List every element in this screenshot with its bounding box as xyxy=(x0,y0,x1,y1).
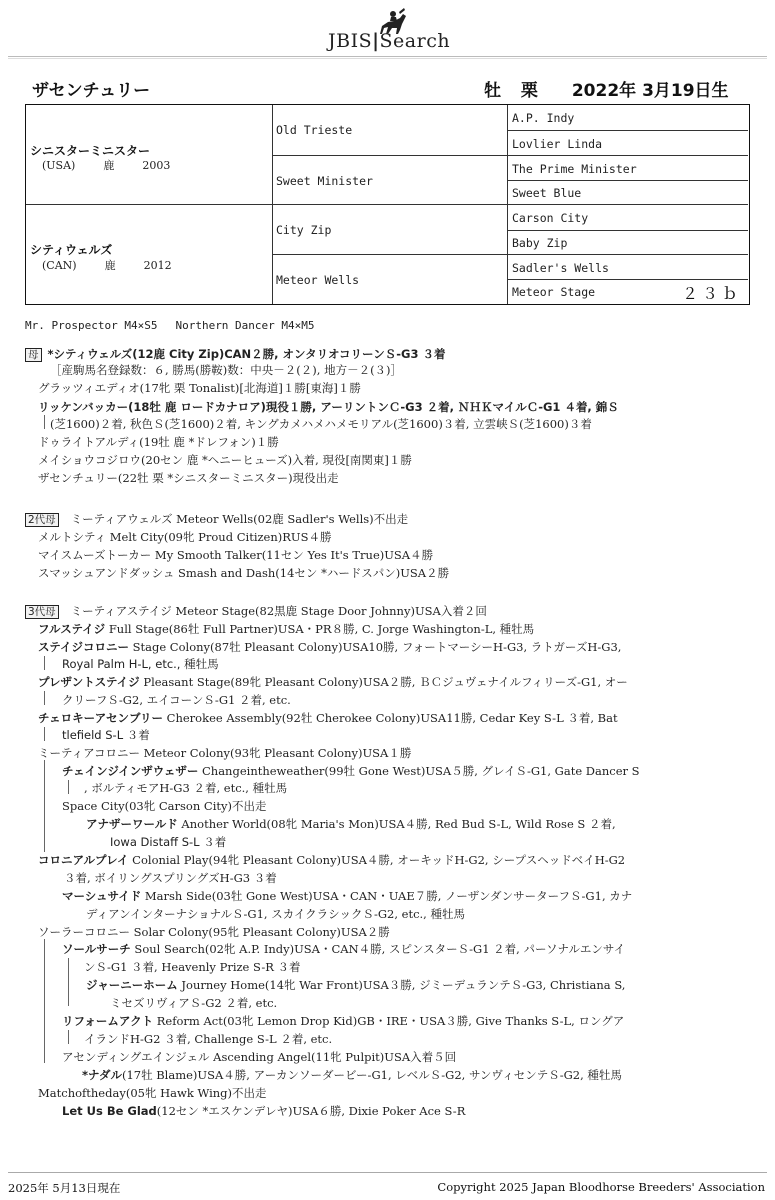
sire-name[interactable]: シニスターミニスター xyxy=(30,144,151,158)
pedigree-table xyxy=(25,104,750,305)
gen3-line[interactable]: Matchoftheday(05牝 Hawk Wing)不出走 xyxy=(38,1086,267,1100)
gen3-line[interactable]: ソーラーコロニー Solar Colony(95牝 Pleasant Colony)USA２勝 xyxy=(38,925,390,939)
pedigree-ssd-cell[interactable] xyxy=(508,131,748,156)
as-of-date: 2025年 5月13日現在 xyxy=(8,1181,121,1195)
dam-tag: 母 xyxy=(25,348,42,362)
gen3-line[interactable]: チェロキーアセンブリー Cherokee Assembly(92牡 Cherokee Colony)USA11勝, Cedar Key S-L ３着, Bat xyxy=(38,711,618,725)
gen3-line[interactable]: チェインジインザウェザー Changeintheweather(99牡 Gone West)USA５勝, グレイＳ-G1, Gate Dancer S xyxy=(62,764,640,778)
gen3-line[interactable]: アセンディングエインジェル Ascending Angel(11牝 Pulpit)USA入着５回 xyxy=(62,1050,457,1064)
pedigree-ds-cell[interactable] xyxy=(273,205,508,255)
gen3-line[interactable]: *ナダル(17牡 Blame)USA４勝, アーカンソーダービー-G1, レベルＳ-G2, サンヴィセンテＳ-G2, 種牡馬 xyxy=(82,1068,622,1082)
pedigree-sds-cell[interactable] xyxy=(508,156,748,181)
dam-info: (CAN) 鹿 2012 xyxy=(42,259,172,272)
gen3-line: ３着, ボイリングスプリングズH-G3 ３着 xyxy=(64,871,277,885)
dam-line[interactable]: メイショウコジロウ(20セン 鹿 *ヘニーヒューズ)入着, 現役[南関東]１勝 xyxy=(38,453,412,467)
gen3-line[interactable]: アナザーワールド Another World(08牝 Maria's Mon)USA４勝, Red Bud S-L, Wild Rose S ２着, xyxy=(86,817,616,831)
dsd-name[interactable]: Baby Zip xyxy=(512,236,568,250)
pedigree-sd-cell[interactable] xyxy=(273,156,508,205)
sss-name[interactable]: A.P. Indy xyxy=(512,111,575,125)
gen3-line: ンＳ-G1 ３着, Heavenly Prize S-R ３着 xyxy=(84,960,301,974)
gen3-line[interactable]: リフォームアクト Reform Act(03牝 Lemon Drop Kid)GB・IRE・USA３勝, Give Thanks S-L, ロングア xyxy=(62,1014,625,1028)
horse-birth: 2022年 3月19日生 xyxy=(571,81,729,101)
gen2-tag: 2代母 xyxy=(25,513,59,527)
gen3-line: , ボルティモアH-G3 ２着, etc., 種牡馬 xyxy=(84,781,288,795)
gen3-line[interactable]: Space City(03牝 Carson City)不出走 xyxy=(62,799,267,813)
pedigree-sss-cell[interactable] xyxy=(508,105,748,131)
indent-bar xyxy=(44,656,45,670)
sds-name[interactable]: The Prime Minister xyxy=(512,162,637,176)
indent-bar xyxy=(44,415,45,429)
inbreeding-item: Mr. Prospector M4×S5 xyxy=(25,319,158,332)
inbreeding-item: Northern Dancer M4×M5 xyxy=(175,319,315,332)
horse-name: ザセンチュリー xyxy=(32,81,151,101)
gen3-line[interactable]: ソールサーチ Soul Search(02牝 A.P. Indy)USA・CAN４勝, スピンスターＳ-G1 ２着, パーソナルエンサイ xyxy=(62,942,626,956)
gen2-line[interactable]: スマッシュアンドダッシュ Smash and Dash(14セン *ハードスパン)USA２勝 xyxy=(38,566,450,580)
page-header xyxy=(0,0,775,58)
pedigree-dd-cell[interactable] xyxy=(273,255,508,304)
pedigree-dds-cell[interactable] xyxy=(508,255,748,280)
copyright: Copyright 2025 Japan Bloodhorse Breeders' Association xyxy=(437,1180,765,1194)
pedigree-ddd-cell[interactable] xyxy=(508,280,748,304)
gen3-line: ディアンインターナショナルＳ-G1, スカイクラシックＳ-G2, etc., 種牡馬 xyxy=(86,907,465,921)
dam-line: 母 *シティウェルズ(12鹿 City Zip)CAN２勝, オンタリオコリーンＳ-G3 ３着 xyxy=(25,347,446,362)
gen2-line: 2代母 ミーティアウェルズ Meteor Wells(02鹿 Sadler's Wells)不出走 xyxy=(25,512,408,527)
gen3-line[interactable]: マーシュサイド Marsh Side(03牡 Gone West)USA・CAN・UAE７勝, ノーザンダンサーターフＳ-G1, カナ xyxy=(62,889,633,903)
header-divider xyxy=(8,56,767,57)
family-number: ２３ｂ xyxy=(681,284,742,303)
pedigree-dsd-cell[interactable] xyxy=(508,231,748,255)
indent-bar xyxy=(44,939,45,1063)
gen3-line[interactable]: ミーティアコロニー Meteor Colony(93牝 Pleasant Colony)USA１勝 xyxy=(38,746,412,760)
horse-meta xyxy=(484,76,743,101)
dam-line: ［産駒馬名登録数：６, 勝馬(勝鞍)数：中央－２(２), 地方－２(３)］ xyxy=(50,363,403,377)
inbreeding-line xyxy=(25,319,333,332)
pedigree-sire-cell[interactable] xyxy=(26,105,273,205)
gen3-line[interactable]: Let Us Be Glad(12セン *エスケンデレヤ)USA６勝, Dixie Poker Ace S-R xyxy=(62,1104,466,1118)
footer-divider xyxy=(8,1172,767,1173)
logo-text: JBIS|Search xyxy=(328,30,451,52)
indent-bar xyxy=(68,780,69,794)
dss-name[interactable]: Carson City xyxy=(512,211,589,225)
gen3-tag: 3代母 xyxy=(25,605,59,619)
horse-color: 栗 xyxy=(520,81,538,101)
pedigree-dam-cell[interactable] xyxy=(26,205,273,304)
gen3-line[interactable]: ジャーニーホーム Journey Home(14牝 War Front)USA３勝, ジミーデュランテＳ-G3, Christiana S, xyxy=(86,978,626,992)
pedigree-ss-cell[interactable] xyxy=(273,105,508,156)
gen3-line: Royal Palm H-L, etc., 種牡馬 xyxy=(62,657,219,671)
gen3-line[interactable]: フルステイジ Full Stage(86牡 Full Partner)USA・PR８勝, C. Jorge Washington-L, 種牡馬 xyxy=(38,622,535,636)
dam-line[interactable]: リッケンバッカー(18牡 鹿 ロードカナロア)現役１勝, アーリントンＣ-G3 ２着, ＮＨＫマイルＣ-G1 ４着, 錦Ｓ xyxy=(38,400,619,414)
dds-name[interactable]: Sadler's Wells xyxy=(512,261,609,275)
indent-bar xyxy=(44,760,45,852)
indent-bar xyxy=(68,1030,69,1044)
gen3-line: イランドH-G2 ３着, Challenge S-L ２着, etc. xyxy=(84,1032,333,1046)
header-divider-2 xyxy=(8,58,767,59)
jbis-search-logo[interactable] xyxy=(328,8,468,54)
gen2-line[interactable]: マイスムーズトーカー My Smooth Talker(11セン Yes It's True)USA４勝 xyxy=(38,548,434,562)
horse-sex: 牡 xyxy=(484,81,501,101)
gen3-line: クリーフＳ-G2, エイコーンＳ-G1 ２着, etc. xyxy=(62,693,291,707)
pedigree-sdd-cell[interactable] xyxy=(508,181,748,205)
gen3-line: ミセズリヴィアＳ-G2 ２着, etc. xyxy=(110,996,278,1010)
gen3-line[interactable]: ステイジコロニー Stage Colony(87牡 Pleasant Colony)USA10勝, フォートマーシーH-G3, ラトガーズH-G3, xyxy=(38,640,622,654)
dam-line: (芝1600)２着, 秋色Ｓ(芝1600)２着, キングカメハメハメモリアル(芝1600)３着, 立雲峡Ｓ(芝1600)３着 xyxy=(50,417,592,431)
sd-name[interactable]: Sweet Minister xyxy=(276,174,373,188)
horse-title-row xyxy=(0,76,775,104)
gen3-line: tlefield S-L ３着 xyxy=(62,728,150,742)
dam-line[interactable]: ドゥライトアルディ(19牡 鹿 *ドレフォン)１勝 xyxy=(38,435,279,449)
gen3-line[interactable]: コロニアルプレイ Colonial Play(94牝 Pleasant Colony)USA４勝, オーキッドH-G2, シープスヘッドベイH-G2 xyxy=(38,853,626,867)
gen3-line: Iowa Distaff S-L ３着 xyxy=(110,835,227,849)
dam-line[interactable]: ザセンチュリー(22牡 栗 *シニスターミニスター)現役出走 xyxy=(38,471,339,485)
ssd-name[interactable]: Lovlier Linda xyxy=(512,137,603,151)
dd-name[interactable]: Meteor Wells xyxy=(276,273,360,287)
pedigree-dss-cell[interactable] xyxy=(508,205,748,231)
indent-bar xyxy=(68,958,69,1006)
gen3-line: 3代母 ミーティアステイジ Meteor Stage(82黒鹿 Stage Door Johnny)USA入着２回 xyxy=(25,604,487,619)
dam-line[interactable]: グラッツィエディオ(17牝 栗 Tonalist)[北海道]１勝[東海]１勝 xyxy=(38,381,361,395)
sire-info: (USA) 鹿 2003 xyxy=(42,159,171,172)
dam-name[interactable]: シティウェルズ xyxy=(30,243,113,257)
ss-name[interactable]: Old Trieste xyxy=(276,123,353,137)
ds-name[interactable]: City Zip xyxy=(276,223,332,237)
gen2-line[interactable]: メルトシティ Melt City(09牝 Proud Citizen)RUS４勝 xyxy=(38,530,332,544)
indent-bar xyxy=(44,727,45,741)
indent-bar xyxy=(44,691,45,705)
sdd-name[interactable]: Sweet Blue xyxy=(512,186,582,200)
gen3-line[interactable]: プレザントステイジ Pleasant Stage(89牝 Pleasant Colony)USA２勝, ＢＣジュヴェナイルフィリーズ-G1, オー xyxy=(38,675,628,689)
ddd-name[interactable]: Meteor Stage xyxy=(512,285,596,299)
